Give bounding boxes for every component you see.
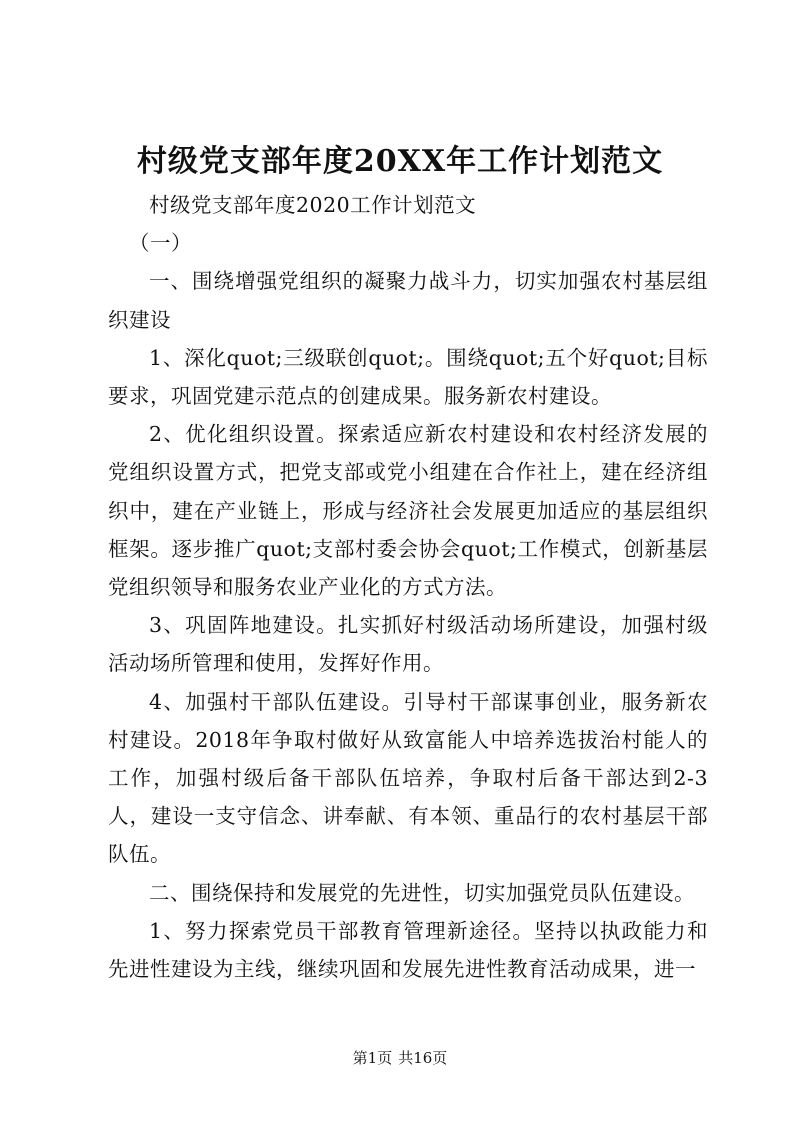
page-total: 共16页 [398,1049,448,1067]
paragraph: 4、加强村干部队伍建设。引导村干部谋事创业，服务新农村建设。2018年争取村做好从致富能人中培养选拔治村能人的工作，加强村级后备干部队伍培养，争取村后备干部达到2-3人，建设一支守信念、讲奉献、有本领、重品行的农村基层干部队伍。 [108,689,708,867]
paragraph: （一） [129,231,192,256]
paragraph: 一、围绕增强党组织的凝聚力战斗力，切实加强农村基层组织建设 [108,269,708,332]
document-subtitle: 村级党支部年度2020工作计划范文 [149,193,477,217]
paragraph: 1、努力探索党员干部教育管理新途径。坚持以执政能力和先进性建设为主线，继续巩固和发展先进性教育活动成果，进一 [108,918,708,982]
paragraph: 2、优化组织设置。探索适应新农村建设和农村经济发展的党组织设置方式，把党支部或党小组建在合作社上，建在经济组织中，建在产业链上，形成与经济社会发展更加适应的基层组织框架。逐步推广quot;支部村委会协会quot;工作模式，创新基层党组织领导和服务农业产业化的方式方法。 [108,422,708,600]
paragraph: 二、围绕保持和发展党的先进性，切实加强党员队伍建设。 [149,880,695,905]
paragraph: 3、巩固阵地建设。扎实抓好村级活动场所建设，加强村级活动场所管理和使用，发挥好作用。 [108,613,708,676]
page-number: 第1页 [352,1049,393,1067]
paragraph: 1、深化quot;三级联创quot;。围绕quot;五个好quot;目标要求，巩固党建示范点的创建成果。服务新农村建设。 [108,345,708,409]
page-footer [0,1048,800,1068]
document-body [108,186,708,988]
document-title: 村级党支部年度20XX年工作计划范文 [136,144,664,179]
